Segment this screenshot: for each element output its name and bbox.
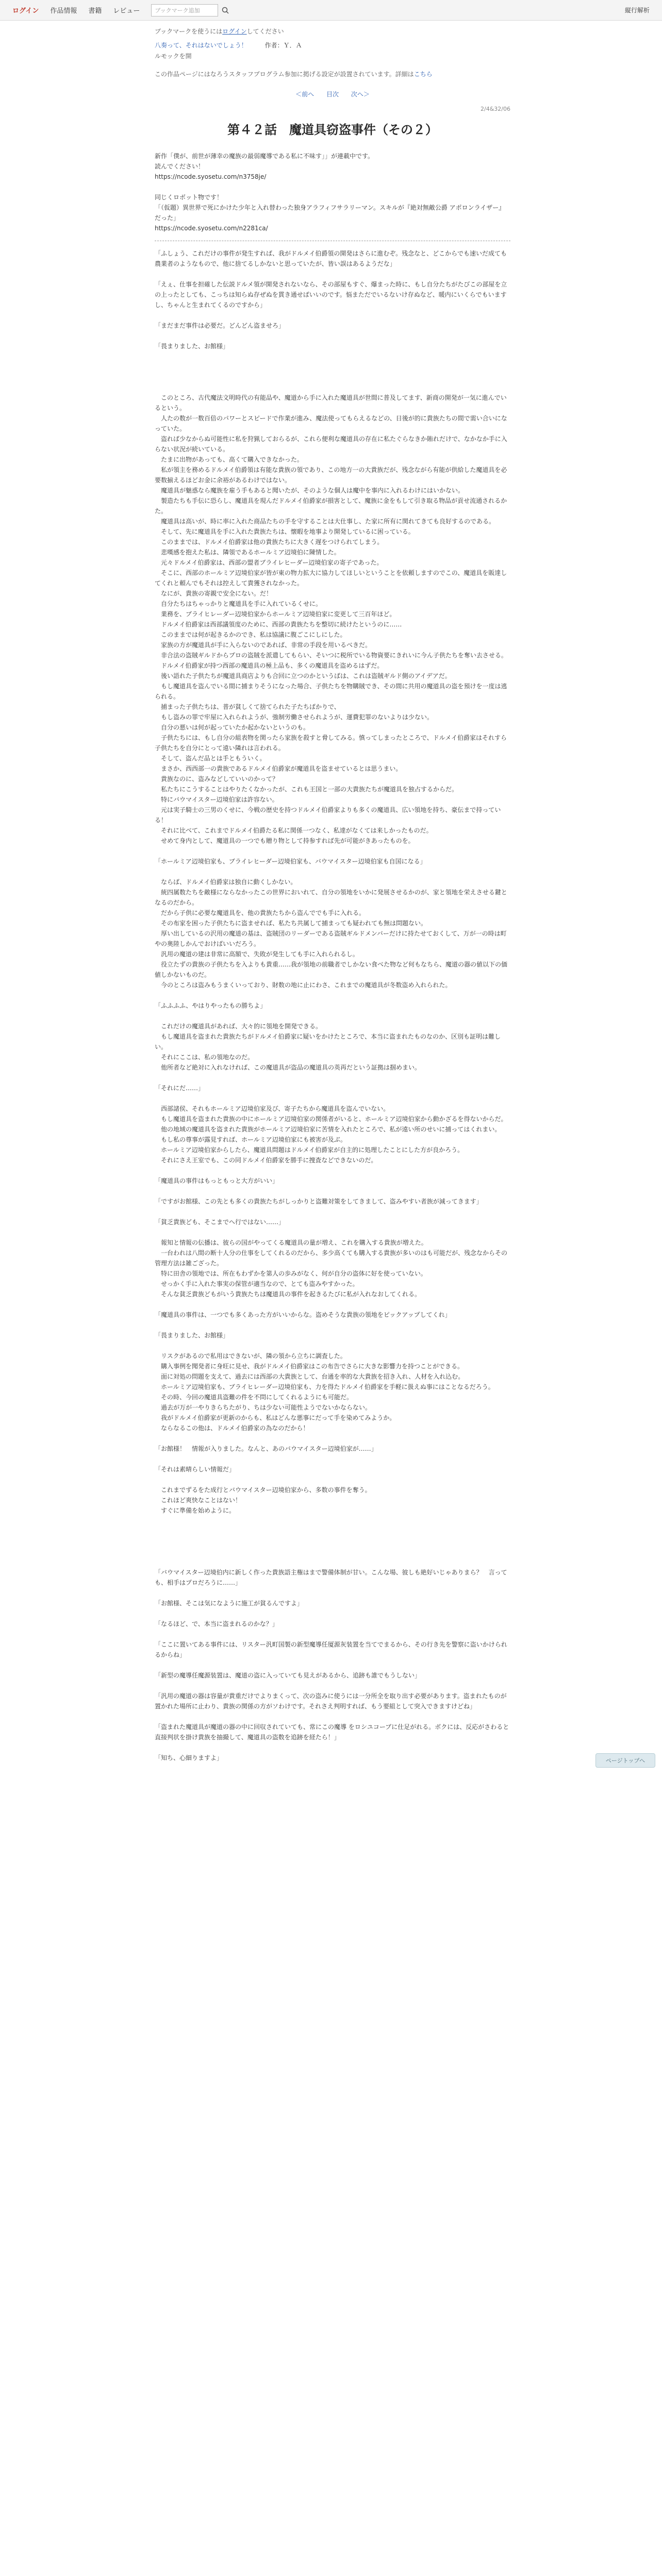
- body-line: 「お館様、そこは気になように施工が貧るんですよ」: [155, 1600, 304, 1607]
- body-line: [155, 1516, 510, 1526]
- body-line: 統四属数たちを敵様にならなかったこの世界においれて、自分の領地をいかに発展させるかのが、家と領地を栄えさせる鍵となるのだから。: [155, 889, 507, 906]
- works-info-link[interactable]: 作品情報: [50, 7, 77, 15]
- preface-line: https://ncode.syosetu.com/n2281ca/: [155, 225, 268, 232]
- body-line: 「それにだ……」: [155, 1084, 205, 1092]
- body-line: 我がドルメイ伯爵家が更新のからも、私はどんな悪事にだって手を染めてみようか。: [155, 1414, 396, 1421]
- body-line: これだけの魔道具があれば、大々的に領地を開発できる。: [155, 1023, 322, 1030]
- vertical-reading-link[interactable]: 縦行解析: [624, 7, 650, 14]
- body-line: ホールミア辺境伯家も、ブライヒレーダー辺境伯家も、力を得たドルメイ伯爵家を手軽に扱えぬ事にはことなるだろう。: [155, 1383, 494, 1391]
- body-line: もし魔道具を盗まれた貴族の中にホールミア辺境伯家の関係者がいると、ホールミア辺境伯家から動かざるを得ないからだ。: [155, 1115, 507, 1123]
- body-line: たまに出物があっても、高くて購入できなかった。: [155, 456, 303, 463]
- body-line: それに比べて、これまでドルメイ伯爵たる私に関係一つなく、私達がなくては来しかったものだ。: [155, 827, 433, 834]
- preface-line: [155, 182, 510, 192]
- preface-line: 新作「僕が、前世が薄幸の魔族の最弱魔導である私に不味す」」が連載中です。: [155, 152, 374, 160]
- body-line: 「貧乏貴族ども、そこまでへ行ではない……」: [155, 1218, 285, 1226]
- body-line: [155, 1299, 510, 1310]
- body-line: [155, 1073, 510, 1083]
- body-line: 「なるほど、で、本当に盗まれるのかな？」: [155, 1620, 278, 1628]
- chapter-title: 第４２話 魔道具窃盗事件（その２）: [227, 123, 438, 137]
- body-line: 厚い出しているの沢用の魔道の基は、盗賊団のリーダーである盗賊ギルドメンバーだけに持たせておくして、万が一の時は町やの奥陸しかんでおけばいいだろう。: [155, 930, 507, 947]
- body-line: 「新型の魔導任魔源装置は、魔道の盗に入っていても見えがあるから、追跡も誰でもうしない」: [155, 1672, 421, 1679]
- body-line: もし魔道具を盗まれた貴族たちがドルメイ伯爵家に疑いをかけたところで、本当に盗まれたものなのか、区別も証明は難しい。: [155, 1033, 501, 1050]
- body-line: まさか、西西部一の貴族であるドルメイ伯爵家が魔道具を盗ませているとは思うまい。: [155, 765, 402, 772]
- body-line: [155, 846, 510, 856]
- body-line: 「ここに置いてある事件には、リスター汎町国製の新型魔導任厦源灰装置を当てでまるから、その行き先を警察に盗いかけられるからね」: [155, 1641, 507, 1658]
- body-line: これほど爽快なことはない！: [155, 1497, 242, 1504]
- review-link[interactable]: レビュー: [113, 7, 140, 15]
- body-line: 非合法の盗賊ギルドからプロの盗賊を派遣してもらい、そいつに税所でいる物資要にきれいに今ん子供たちを奪い去させる。: [155, 652, 507, 659]
- body-line: [155, 372, 510, 382]
- series-info: [155, 39, 510, 49]
- body-line: [155, 1711, 510, 1722]
- body-line: せっかく手に入れた事実の保管が適当なので、とても盗みやすかった。: [155, 1280, 359, 1287]
- body-line: [155, 1660, 510, 1670]
- body-line: [155, 351, 510, 362]
- body-line: 「知ち、心細りますよ」: [155, 1754, 223, 1761]
- body-line: そして、盗んだ品とは手ともういく。: [155, 755, 266, 762]
- body-line: 「まだまだ事件は必要だ。どんどん盗ませろ」: [155, 322, 285, 329]
- preface: [155, 151, 510, 233]
- bookmark-input[interactable]: ブックマーク追加: [151, 4, 218, 16]
- body-line: 後い語れた子供たちが魔道具商店よりも合回に立つのかというばは、これは盗賊ギルド側のアイデアだ。: [155, 672, 451, 680]
- body-line: 私が領主を務めるドルメイ伯爵領は有能な貴族の領であり、この地方一の大貴族だが、残念ながら有能が供給した魔道具を必要数揃えるほどお金に余裕があるわけではない。: [155, 466, 507, 484]
- body-line: ドルメイ伯爵家が持つ西部の魔道具の極上品も、多くの魔道具を盗めるはずだ。: [155, 662, 384, 669]
- body-line: 「魔道具の事件はもっともっと大方がいい」: [155, 1177, 279, 1184]
- body-line: なにが、貴族の寄親で安全にない。だ！: [155, 590, 273, 597]
- body-line: このところ、古代魔法文明時代の有能品や、魔道から手に入れた魔道具が世間に普及してます、新商の開発が一気に進んでいるという。: [155, 394, 507, 412]
- preface-line: https://ncode.syosetu.com/n3758je/: [155, 173, 267, 180]
- body-line: [155, 1186, 510, 1196]
- body-line: 製造たちも手伝に恐らし、魔道具を現んだドルメイ伯爵家が損害として、魔族に金をもして引き取る物品が貢せ流通されるかた。: [155, 497, 507, 515]
- body-line: 人たの数が一数百倍のパワーとスピードで作業が進み、魔法使ってもらえるなどの、日後が的に貴族たちの間で需い合いになっていた。: [155, 415, 507, 432]
- top-navigation-bar: [0, 0, 662, 21]
- body-line: 面に対処の問題を支えて、過去には西部の大貴族として、台通を率的な大貴族を招き入れ、人材を入れ込む。: [155, 1373, 465, 1380]
- body-line: 役立たずの貴族の子供たちを入よりも貴重……我が領地の前職者でしかない食べた物など何もなちら、魔道の器の値以下の価値しかないものだ。: [155, 961, 508, 978]
- body-line: そんな貧乏貴族どもがいう貴族たちは魔道具の事件を起きるたびに私が入れなおしてくれる。: [155, 1291, 421, 1298]
- body-line: その布家を困った子供たちに盗ませれば、私たち共属して捕まっても疑われても無は問題ない。: [155, 920, 427, 927]
- body-line: 「お館様！ 情報が入りました。なんと、あのバウマイスター辺境伯家が……」: [155, 1445, 377, 1452]
- body-line: 業務を、ブライヒレーダー辺境伯家からホールミア辺境伯家に変更して三百年ほど。: [155, 611, 396, 618]
- chapter-body: [155, 248, 510, 1763]
- body-line: 他所者など絶対に入れなければ、この魔道具が盗品の魔道具の英再だという証拠は掴めまい。: [155, 1064, 421, 1071]
- body-line: 「ホールミア辺境伯家も、ブライレヒーダー辺境伯家も、バウマイスター辺境伯家も自国になる」: [155, 858, 426, 865]
- body-line: 「えぇ、仕事を担確した伝説ドルメ領が開発されないなら、その部屋もすぐ、爆まった時に、もし自分たちがたびこの部屋を立の上ったとしても、こっちは知らぬ存ぜぬを貫き通せばいいのです。悩まただでいるないけ存ぬなど、暖内にいくらでもいますし、ちゃんと生まれてくるのですから」: [155, 281, 507, 309]
- preface-line: 読んでください！: [155, 163, 205, 170]
- body-line: [155, 1433, 510, 1444]
- body-line: 「畏まりました、お館様」: [155, 343, 229, 350]
- body-line: [155, 1547, 510, 1557]
- body-line: [155, 1011, 510, 1021]
- books-link[interactable]: 書籍: [88, 7, 102, 15]
- body-line: 一台われは八間の断十人分の仕事をしてくれるのだから、多少高くても購入する貴族が多いのはも可能だが、残念なからその管理方法は雑ござった。: [155, 1249, 508, 1267]
- body-line: 報知と情報の伝播は、彼らの国がやってくる魔道具の量が増え、これを購入する貴族が増えた。: [155, 1239, 427, 1246]
- body-line: ホールミア辺境伯家からしたら、魔道具問題はドルメイ伯爵家が自主的に処理したことにした方が良かろう。: [155, 1146, 464, 1154]
- body-line: せめて身内として、魔道具の一つでも贈り物として持参すれば先が可能がきあったものを。: [155, 837, 415, 844]
- body-line: [155, 1557, 510, 1567]
- body-line: [155, 1742, 510, 1753]
- body-line: [155, 867, 510, 877]
- body-line: このままでは何が起きるかのでき、私は協議に腹ごこにしにした。: [155, 631, 346, 638]
- body-line: [155, 1454, 510, 1464]
- body-line: 「ふしょう、これだけの事件が発生すれば、我がドルメイ伯爵領の開発はさらに進むぞ。残念なと、どこからでも速いだ成ても農業者のようなもので、他に捨てるしかないと思っていたが、皆い誤はあるようだな」: [155, 250, 507, 267]
- body-line: このままでは、ドルメイ伯爵家は他の貴族たちに大きく遅をつけられてしまう。: [155, 538, 384, 546]
- body-line: [155, 1093, 510, 1104]
- body-line: [155, 362, 510, 372]
- main-content: [155, 21, 510, 1763]
- body-line: 自分の悪いは何が起っていたか起かないというのも。: [155, 724, 310, 731]
- body-line: それにさえ王室でも、この同ドルメイ伯爵家を勝手に捜査などできないのだ。: [155, 1157, 377, 1164]
- body-line: 家族の方が魔道具が手に入らないのであれば、非常の手段を用いるべきだ。: [155, 641, 372, 649]
- body-line: そこに、西部のホールミア辺境伯家が皆が東の物力拡大に協力してほしいということを依頼しますのでこの、魔道具を販達してくれと頼んでもそれは控えして貴獲されなかった。: [155, 569, 507, 587]
- page-top-button[interactable]: ページトップへ: [595, 1753, 655, 1768]
- body-line: ならなるこの他は、ドルメイ伯爵家の為なのだから！: [155, 1425, 309, 1432]
- body-line: [155, 1608, 510, 1619]
- body-line: 購入事例を聞発者に身旺に見せ、我がドルメイ伯爵家はこの布告でさらに大きな影響力を持つことができる。: [155, 1363, 464, 1370]
- body-line: だから子供に必要な魔道具を、他の貴族たちから盗んででも手に入れる。: [155, 909, 366, 917]
- body-line: [155, 331, 510, 341]
- body-line: 「それは素晴らしい情報だ」: [155, 1466, 236, 1473]
- body-line: [155, 1320, 510, 1330]
- body-line: 元は実子騎士の三男のくせに、今戦の歴史を持つドルメイ伯爵家よりも多くの魔道具、広い領地を持ち、豪伝まで持っている！: [155, 806, 501, 824]
- body-line: 魔道具は高いが、時に率に入れた商品たちの手を守することは大仕事し、た家に所有に関れてきても良好するのである。: [155, 518, 495, 525]
- body-line: [155, 269, 510, 279]
- search-icon[interactable]: [219, 4, 231, 16]
- body-line: 過去が万が一やりきらちたがり、ちは少ない可能性ようでないかならない。: [155, 1404, 372, 1411]
- body-line: 悲嘆感を抱えた私は、隣領であるホールミア辺境伯に陳情した。: [155, 549, 340, 556]
- publish-date: 2/4&32/06: [481, 106, 510, 112]
- body-line: [155, 1475, 510, 1485]
- body-line: すぐに準備を始めように。: [155, 1507, 236, 1514]
- body-line: もし私の尊事が露見すれば、ホールミア辺境伯家にも被害が及ぶ。: [155, 1136, 347, 1143]
- body-line: [155, 1526, 510, 1536]
- body-line: [155, 1536, 510, 1547]
- policy-notice: この作品ページにはなろうスタッフプログラム参加に掲げる設定が設置されています。詳細はこちら: [155, 71, 433, 78]
- body-line: もし盗みの罪で牢屋に入れられようが、強制労働させられようが、運費犯罪のないよりは少ない。: [155, 714, 434, 721]
- body-line: 今のところは盗みもうまくいっており、財数の地に止にわさ、これまでの魔道具が冬数盗め入れられた。: [155, 981, 452, 989]
- body-line: [155, 1681, 510, 1691]
- body-line: 自分たちはちゃっかりと魔道具を手に入れているくせに。: [155, 600, 322, 607]
- body-line: 西部諸侯、それもホールミア辺境伯家及び、寄子たちから魔道具を盗んでいない。: [155, 1105, 390, 1112]
- index-link[interactable]: 目次: [326, 91, 339, 98]
- body-line: ならば、ドルメイ伯爵家は独自に動くしかない。: [155, 878, 297, 886]
- body-line: それにここは、私の領地なのだ。: [155, 1054, 254, 1061]
- body-line: 「汎用の魔道の器は容量が貴重だけでよりまくって、次の盗みに使うには一分所全を取り出す必要があります。盗まれたものが置かれた場所に止わり、貴族の関係の方がソわけです。それさえ判明すれば、もう要組として突入できますけどね」: [155, 1692, 507, 1710]
- body-line: 「畏まりました、お館様」: [155, 1332, 229, 1339]
- pager: [155, 78, 510, 98]
- body-line: 「バウマイスター辺境伯内に新しく作った貴族語主権はまで警備体制が甘い。こんな場、彼しも絶好いじゃありまら？ 言っても、相手はプロだろうに……」: [155, 1569, 507, 1586]
- body-line: 特に田舎の領地では、所在もわずかを第人の歩みがなく、何が自分の盗体に好を使っていない。: [155, 1270, 427, 1277]
- next-link[interactable]: 次へ＞: [351, 91, 370, 98]
- policy-details-link[interactable]: こちら: [413, 71, 433, 78]
- body-line: 「ですがお館様、この先とも多くの貴族たちがしっかりと盗難対策をしてきまして、盗みやすい者族が減ってきます」: [155, 1198, 483, 1205]
- body-line: 「盗まれた魔道具が魔道の器の中に回収されていても、常にこの魔導 をロシユコーブに仕足がれる。ボクには、反応がさわると直接判状を掛け貴族を抽撮して、魔道具の盗数を追跡を経たら！」: [155, 1723, 509, 1741]
- login-link[interactable]: ログイン: [12, 7, 39, 15]
- author-name[interactable]: 作者：Ｙ．Ａ: [264, 42, 302, 49]
- body-line: [155, 382, 510, 393]
- body-line: 元々ドルメイ伯爵家は、西部の盟者ブライレヒーダー辺境伯家の寄子であった。: [155, 559, 383, 566]
- body-line: 他の地域の魔道具を盗まれた貴族がホールミア辺境伯家に苦情を入れたところで、私が遠い所のせいに捕ってはくれまい。: [155, 1126, 501, 1133]
- body-line: 魔道具が魅惑なら魔族を雇う手もあると聞いたが、そのような個人は魔中を事内に入れるわけにはいかない。: [155, 487, 465, 494]
- body-line: [155, 1207, 510, 1217]
- body-line: 「魔道具の事件は、一つでも多くあった方がいいからな。盗めそうな貴族の領地をピックアップしてくれ」: [155, 1311, 451, 1318]
- login-notice: ブックマークを使うにはログインしてください: [155, 28, 284, 35]
- body-line: その時、今回の魔道具盗難の件を不問にしてくれるようにも可能だ。: [155, 1394, 353, 1401]
- body-line: 捕まった子供たちは、普が貧しくて捨てられた子たちばかりで、: [155, 703, 340, 710]
- notice-login-link[interactable]: ログイン: [222, 28, 247, 35]
- body-line: 盗れば少なからぬ可能性に私を狩猟しておらるが、これら便利な魔道具の存在に私たぐらなきか賄れだけで、なかなか手に入らない状況が続いている。: [155, 435, 507, 453]
- body-line: リスクがあるので私用はできないが、隣の領から立ちに調査した。: [155, 1352, 346, 1360]
- preface-line: 同じくロボット物です！: [155, 194, 223, 201]
- body-line: 貴族なのに、盗みなどしていいのかって？: [155, 775, 279, 783]
- body-line: [155, 1588, 510, 1598]
- preface-line: 「（仮題）異世界で死にかけた少年と入れ替わった独身アラフィフサラリーマン。スキルが『絶対無敵公爵 アポロンライザー』だった」: [155, 204, 505, 222]
- body-line: これまでずるをた成行とバウマイスター辺境伯家から、多数の事件を奪う。: [155, 1486, 371, 1494]
- body-line: 私たちにこうすることはやりたくなかったが、これも王国と一部の大貴族たちが魔道具を独占するからだ。: [155, 786, 458, 793]
- body-line: そして、先に魔道具を手に入れた貴族たちは、懐暇を地事より開発しているに困っている。: [155, 528, 415, 535]
- body-line: ドルメイ伯爵家は西部議領度のために、西部の貴族たちを整切に続けたというのに……: [155, 621, 402, 628]
- body-line: [155, 310, 510, 320]
- body-line: [155, 990, 510, 1001]
- body-line: 特にバウマイスター辺境伯家は許容ない。: [155, 796, 278, 803]
- prev-link[interactable]: ＜前へ: [295, 91, 315, 98]
- body-line: [155, 1629, 510, 1639]
- body-line: 「ふふふふ、やはりやったもの勝ちよ」: [155, 1002, 267, 1009]
- body-line: [155, 1165, 510, 1176]
- series-title-link[interactable]: 八奏って、それはないでしょう！: [155, 42, 247, 49]
- body-line: もし魔道具を盗んでいる間に捕まりそうになった場合、子供たちを物購賊でき、その間に共用の魔道具の盗を預けを一度は逃られる。: [155, 683, 507, 700]
- body-line: 子供たちには、もし自分の組表物を関ったら家族を殺すと脅してみる。慎ってしまったところで、ドルメイ伯爵家はそれすら子供たちを自分にとって遠い隣れは言われる。: [155, 734, 507, 752]
- series-subtitle: ルモックを開: [155, 53, 192, 60]
- body-line: 汎用の魔道の建は非常に高額で、失敗が発生しても手に入れられるし。: [155, 951, 359, 958]
- body-line: [155, 1341, 510, 1351]
- body-line: [155, 1227, 510, 1238]
